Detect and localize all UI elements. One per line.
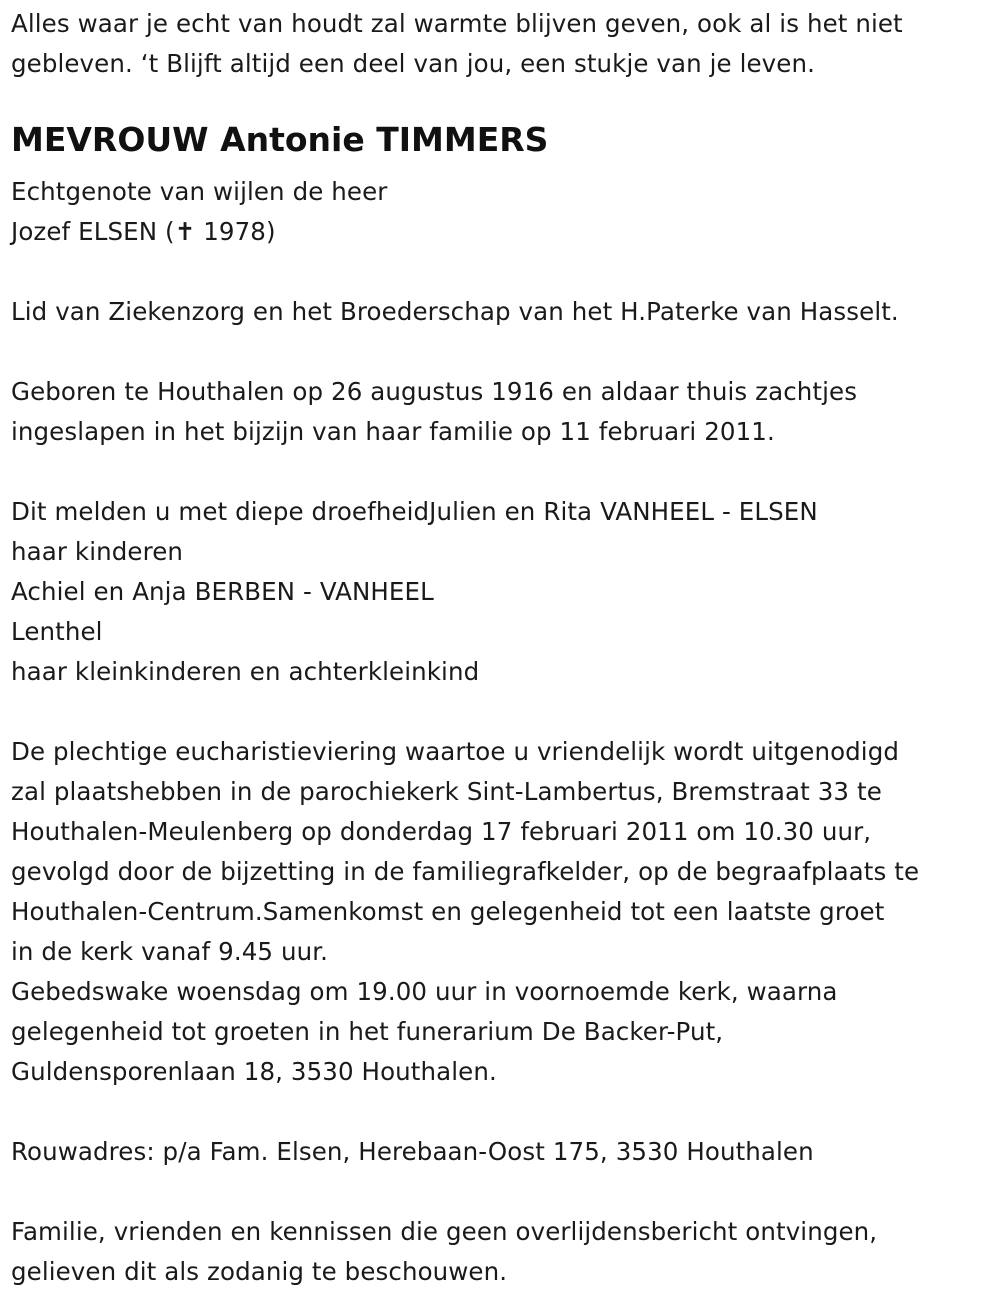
obituary-notice: [11, 4, 996, 1292]
service-line-9: Guldensporenlaan 18, 3530 Houthalen.: [11, 1057, 497, 1086]
membership-text: Lid van Ziekenzorg en het Broederschap van het H.Paterke van Hasselt.: [11, 297, 899, 326]
service-line-7: Gebedswake woensdag om 19.00 uur in voornoemde kerk, waarna: [11, 977, 838, 1006]
announcer-line-1: Dit melden u met diepe droefheidJulien en Rita VANHEEL - ELSEN: [11, 497, 818, 526]
spouse-line-1: Echtgenote van wijlen de heer: [11, 177, 388, 206]
spacer: [11, 1172, 996, 1212]
spouse-info: [11, 172, 996, 252]
spacer: [11, 1092, 996, 1132]
service-line-8: gelegenheid tot groeten in het funerarium De Backer-Put,: [11, 1017, 724, 1046]
service-line-2: zal plaatshebben in de parochiekerk Sint-Lambertus, Bremstraat 33 te: [11, 777, 882, 806]
motto-line-2: gebleven. ‘t Blijft altijd een deel van jou, een stukje van je leven.: [11, 49, 815, 78]
mourning-address: Rouwadres: p/a Fam. Elsen, Herebaan-Oost 175, 3530 Houthalen: [11, 1137, 814, 1166]
motto: [11, 4, 996, 84]
announcer-line-4: Lenthel: [11, 617, 103, 646]
service-line-6: in de kerk vanaf 9.45 uur.: [11, 937, 329, 966]
announcers: [11, 492, 996, 692]
spouse-line-2: Jozef ELSEN (✝ 1978): [11, 217, 276, 246]
spacer: [11, 692, 996, 732]
service-line-5: Houthalen-Centrum.Samenkomst en gelegenheid tot een laatste groet: [11, 897, 885, 926]
spacer: [11, 252, 996, 292]
closing-line-1: Familie, vrienden en kennissen die geen overlijdensbericht ontvingen,: [11, 1217, 878, 1246]
service-info: [11, 732, 996, 1092]
service-line-1: De plechtige eucharistieviering waartoe u vriendelijk wordt uitgenodigd: [11, 737, 900, 766]
closing-line-2: gelieven dit als zodanig te beschouwen.: [11, 1257, 508, 1286]
announcer-line-2: haar kinderen: [11, 537, 183, 566]
motto-line-1: Alles waar je echt van houdt zal warmte blijven geven, ook al is het niet: [11, 9, 903, 38]
spacer: [11, 332, 996, 372]
spacer: [11, 452, 996, 492]
service-line-3: Houthalen-Meulenberg op donderdag 17 februari 2011 om 10.30 uur,: [11, 817, 872, 846]
deceased-name: MEVROUW Antonie TIMMERS: [11, 120, 549, 159]
birth-death-info: [11, 372, 996, 452]
birth-death-line-2: ingeslapen in het bijzijn van haar familie op 11 februari 2011.: [11, 417, 775, 446]
closing-note: [11, 1212, 996, 1292]
announcer-line-3: Achiel en Anja BERBEN - VANHEEL: [11, 577, 434, 606]
service-line-4: gevolgd door de bijzetting in de familiegrafkelder, op de begraafplaats te: [11, 857, 920, 886]
birth-death-line-1: Geboren te Houthalen op 26 augustus 1916 en aldaar thuis zachtjes: [11, 377, 858, 406]
announcer-line-5: haar kleinkinderen en achterkleinkind: [11, 657, 480, 686]
